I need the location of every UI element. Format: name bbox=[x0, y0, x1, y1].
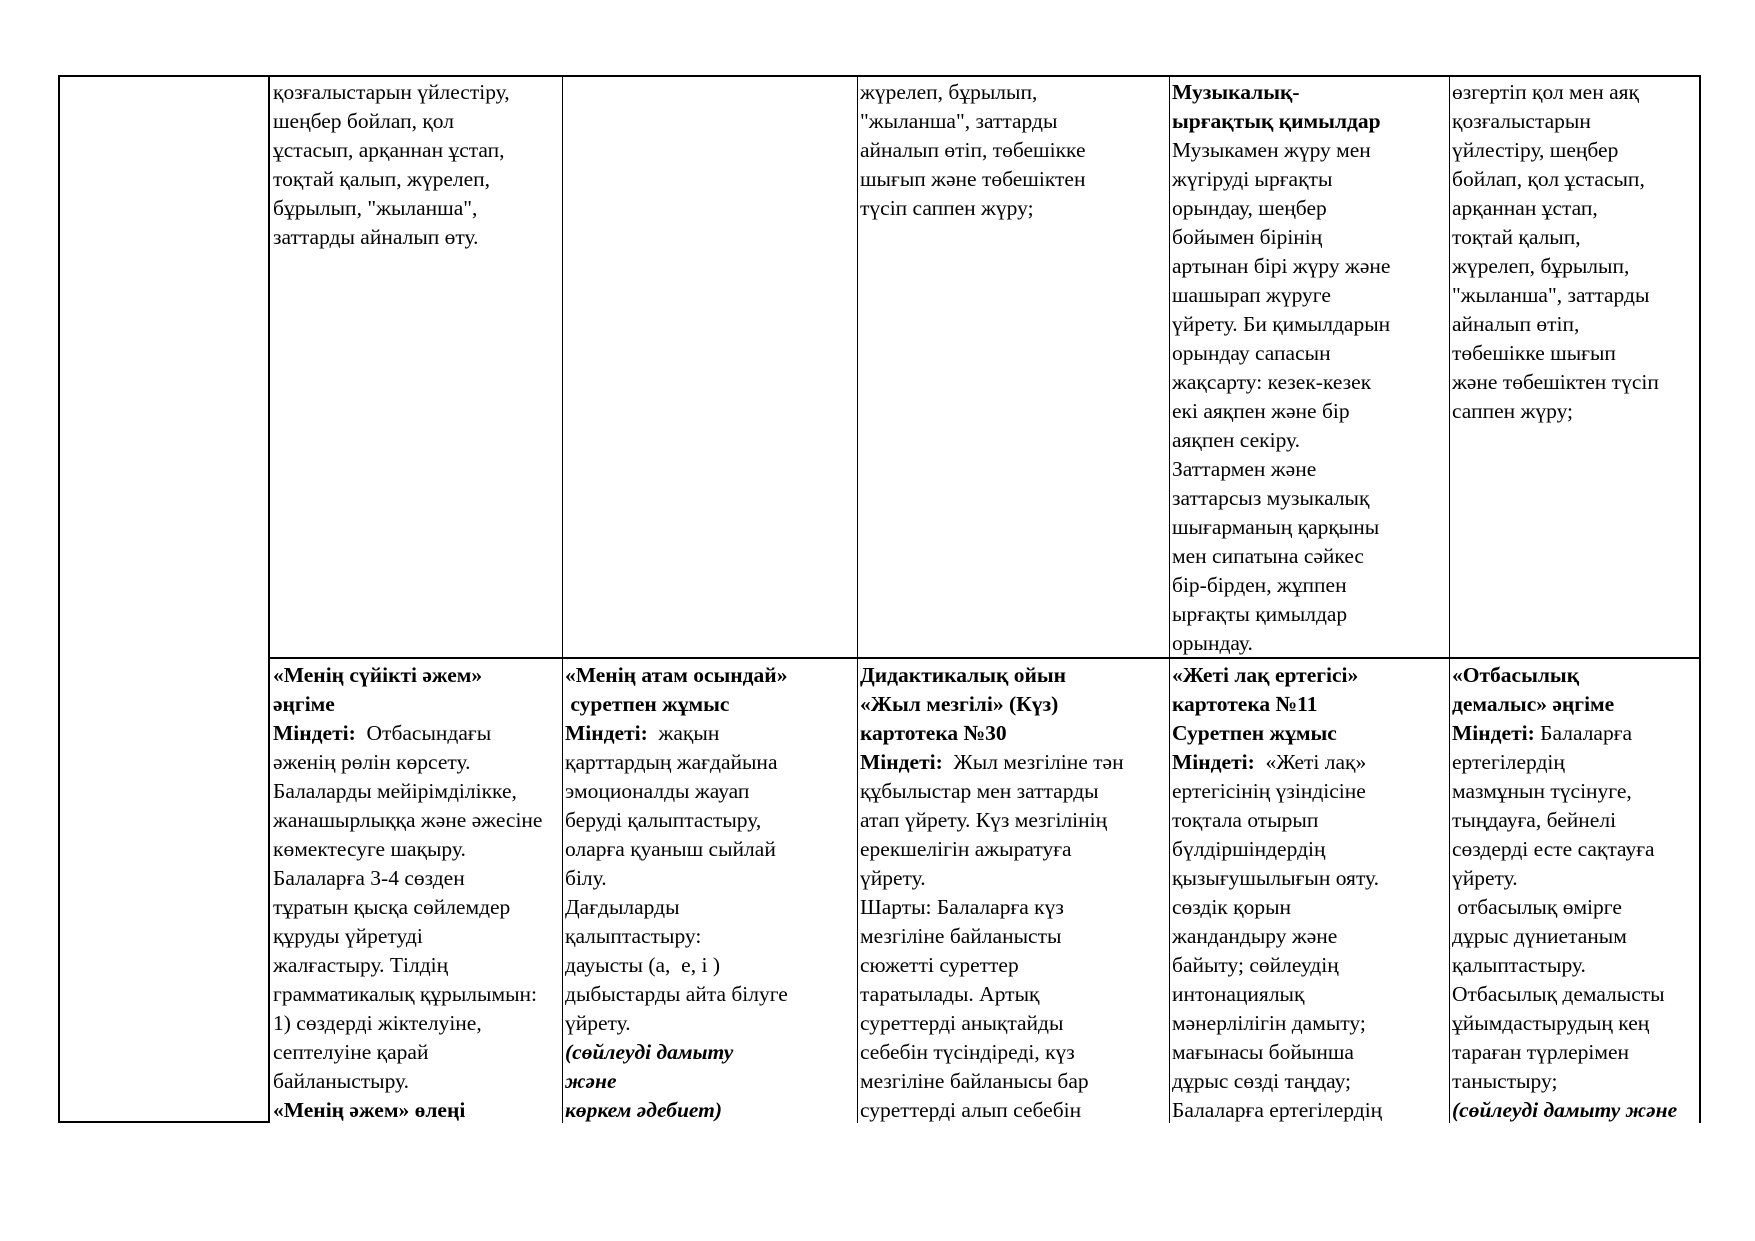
line-text: таныстыру; bbox=[1452, 1069, 1558, 1093]
line-text: заттарсыз музыкалық bbox=[1172, 486, 1370, 510]
line-text: айналып өтіп, bbox=[1452, 312, 1580, 336]
text-line bbox=[1172, 629, 1447, 656]
line-text: қарттардың жағдайына bbox=[565, 750, 778, 774]
text-line bbox=[1172, 835, 1447, 864]
line-text: 1) сөздерді жіктелуіне, bbox=[273, 1011, 482, 1035]
line-text: Балаларды мейірімділікке, bbox=[273, 779, 517, 803]
text-line bbox=[1452, 690, 1697, 719]
text-line bbox=[1452, 78, 1697, 107]
line-text: оларға қуаныш сыйлай bbox=[565, 837, 776, 861]
row1-col2-cell bbox=[273, 78, 560, 656]
text-line bbox=[860, 980, 1167, 1009]
line-text: ұстасып, арқаннан ұстап, bbox=[273, 138, 505, 162]
line-text: білу. bbox=[565, 866, 607, 890]
text-line bbox=[565, 1038, 855, 1067]
line-text: жүрелеп, бұрылып, bbox=[860, 80, 1038, 104]
line-text: мезгіліне байланысты bbox=[860, 924, 1062, 948]
text-line bbox=[1172, 864, 1447, 893]
text-line bbox=[1452, 661, 1697, 690]
text-line bbox=[1172, 310, 1447, 339]
text-line bbox=[1452, 223, 1697, 252]
text-line bbox=[1452, 922, 1697, 951]
text-line bbox=[1452, 893, 1697, 922]
line-text: қозғалыстарын bbox=[1452, 109, 1591, 133]
line-text: тыңдауға, бейнелі bbox=[1452, 808, 1617, 832]
line-text-rest: Балаларға bbox=[1534, 721, 1633, 745]
line-text: заттарды айналып өту. bbox=[273, 225, 479, 249]
text-line bbox=[1172, 397, 1447, 426]
text-line bbox=[1452, 951, 1697, 980]
text-line bbox=[273, 980, 560, 1009]
text-line bbox=[1452, 165, 1697, 194]
text-line bbox=[1452, 748, 1697, 777]
text-line bbox=[565, 719, 855, 748]
text-line bbox=[565, 806, 855, 835]
line-text: Міндеті: bbox=[565, 721, 648, 745]
text-line bbox=[1172, 281, 1447, 310]
line-text: суретпен жұмыс bbox=[565, 692, 730, 716]
line-text: мағынасы бойынша bbox=[1172, 1040, 1354, 1064]
text-line bbox=[1452, 1009, 1697, 1038]
text-line bbox=[1452, 252, 1697, 281]
line-text: ертегілердің bbox=[1452, 750, 1565, 774]
line-text: әңгіме bbox=[273, 692, 335, 716]
text-line bbox=[1172, 661, 1447, 690]
text-line bbox=[860, 951, 1167, 980]
text-line bbox=[1452, 719, 1697, 748]
text-line bbox=[1172, 748, 1447, 777]
line-text: орындау, шеңбер bbox=[1172, 196, 1327, 220]
line-text: Дидактикалық ойын bbox=[860, 663, 1067, 687]
text-line bbox=[273, 1067, 560, 1096]
text-line bbox=[860, 194, 1167, 223]
line-text: тоқтай қалып, bbox=[1452, 225, 1581, 249]
line-text-rest: Жыл мезгіліне тән bbox=[942, 750, 1124, 774]
text-line bbox=[1172, 165, 1447, 194]
line-text: Міндеті: bbox=[860, 750, 943, 774]
text-line bbox=[273, 1096, 560, 1123]
line-text: өзгертіп қол мен аяқ bbox=[1452, 80, 1639, 104]
text-line bbox=[565, 951, 855, 980]
text-line bbox=[860, 806, 1167, 835]
text-line bbox=[860, 1038, 1167, 1067]
line-text: мазмұнын түсінуге, bbox=[1452, 779, 1632, 803]
text-line bbox=[565, 980, 855, 1009]
text-line bbox=[1452, 281, 1697, 310]
line-text: сюжетті суреттер bbox=[860, 953, 1019, 977]
table-right-border bbox=[1699, 75, 1701, 1123]
text-line bbox=[273, 107, 560, 136]
text-line bbox=[1172, 600, 1447, 629]
line-text: әженің рөлін көрсету. bbox=[273, 750, 471, 774]
text-line bbox=[860, 1067, 1167, 1096]
text-line bbox=[565, 1009, 855, 1038]
line-text: Дағдыларды bbox=[565, 895, 680, 919]
line-text: жүрелеп, бұрылып, bbox=[1452, 254, 1630, 278]
text-line bbox=[273, 777, 560, 806]
line-text: шашырап жүруге bbox=[1172, 283, 1331, 307]
line-text: қалыптастыру. bbox=[1452, 953, 1586, 977]
line-text: қызығушылығын ояту. bbox=[1172, 866, 1380, 890]
text-line bbox=[860, 136, 1167, 165]
row2-col6-cell bbox=[1452, 661, 1697, 1123]
line-text: Суретпен жұмыс bbox=[1172, 721, 1337, 745]
text-line bbox=[273, 748, 560, 777]
line-text: мен сипатына сәйкес bbox=[1172, 544, 1364, 568]
line-text: дұрыс сөзді таңдау; bbox=[1172, 1069, 1352, 1093]
text-line bbox=[1172, 223, 1447, 252]
line-text: жандандыру және bbox=[1172, 924, 1338, 948]
line-text: «Отбасылық bbox=[1452, 663, 1580, 687]
line-text: үйлестіру, шеңбер bbox=[1452, 138, 1619, 162]
line-text: «Жеті лақ ертегісі» bbox=[1172, 663, 1359, 687]
text-line bbox=[273, 922, 560, 951]
column-divider-3 bbox=[857, 75, 858, 1123]
line-text: бұрылып, "жыланша", bbox=[273, 196, 478, 220]
line-text: үйрету. bbox=[860, 866, 926, 890]
text-line bbox=[860, 661, 1167, 690]
text-line bbox=[273, 719, 560, 748]
text-line bbox=[565, 893, 855, 922]
line-text: суреттерді анықтайды bbox=[860, 1011, 1064, 1035]
text-line bbox=[860, 835, 1167, 864]
text-line bbox=[860, 107, 1167, 136]
text-line bbox=[1172, 339, 1447, 368]
text-line bbox=[273, 690, 560, 719]
text-line bbox=[1452, 980, 1697, 1009]
text-line bbox=[860, 719, 1167, 748]
line-text: шеңбер бойлап, қол bbox=[273, 109, 455, 133]
text-line bbox=[273, 1009, 560, 1038]
line-text: байланыстыру. bbox=[273, 1069, 410, 1093]
line-text: бір-бірден, жұппен bbox=[1172, 573, 1347, 597]
table-left-border bbox=[58, 75, 60, 1123]
line-text: қозғалыстарын үйлестіру, bbox=[273, 80, 510, 104]
text-line bbox=[1452, 107, 1697, 136]
line-text: «Менің сүйікті әжем» bbox=[273, 663, 483, 687]
row-divider bbox=[269, 657, 1701, 659]
line-text: «Менің әжем» өлеңі bbox=[273, 1098, 466, 1122]
line-text: (сөйлеуді дамыту және bbox=[1452, 1098, 1678, 1122]
text-line bbox=[1172, 368, 1447, 397]
text-line bbox=[1452, 397, 1697, 426]
line-text: мезгіліне байланысы бар bbox=[860, 1069, 1089, 1093]
text-line bbox=[1452, 136, 1697, 165]
text-line bbox=[860, 78, 1167, 107]
line-text: тоқтай қалып, жүрелеп, bbox=[273, 167, 491, 191]
line-text: тұратын қысқа сөйлемдер bbox=[273, 895, 511, 919]
line-text: Шарты: Балаларға күз bbox=[860, 895, 1064, 919]
line-text: құбылыстар мен заттарды bbox=[860, 779, 1099, 803]
text-line bbox=[1172, 1096, 1447, 1123]
text-line bbox=[273, 194, 560, 223]
text-line bbox=[1172, 542, 1447, 571]
text-line bbox=[565, 922, 855, 951]
line-text: интонациялық bbox=[1172, 982, 1305, 1006]
line-text: «Жыл мезгілі» (Күз) bbox=[860, 692, 1059, 716]
text-line bbox=[860, 922, 1167, 951]
line-text: грамматикалық құрылымын: bbox=[273, 982, 538, 1006]
text-line bbox=[273, 835, 560, 864]
text-line bbox=[565, 864, 855, 893]
row2-col5-cell bbox=[1172, 661, 1447, 1123]
text-line bbox=[1172, 455, 1447, 484]
text-line bbox=[1452, 194, 1697, 223]
text-line bbox=[1452, 864, 1697, 893]
text-line bbox=[565, 777, 855, 806]
line-text: және төбешіктен түсіп bbox=[1452, 370, 1659, 394]
text-line bbox=[565, 1096, 855, 1123]
row2-col2-cell bbox=[273, 661, 560, 1123]
line-text: орындау. bbox=[1172, 631, 1253, 655]
line-text: айналып өтіп, төбешікке bbox=[860, 138, 1086, 162]
line-text: аяқпен секіру. bbox=[1172, 428, 1301, 452]
line-text: септелуіне қарай bbox=[273, 1040, 429, 1064]
text-line bbox=[565, 661, 855, 690]
line-text: жалғастыру. Тілдің bbox=[273, 953, 449, 977]
line-text: бойымен бірінің bbox=[1172, 225, 1323, 249]
line-text: көркем әдебиет) bbox=[565, 1098, 723, 1122]
line-text: төбешікке шығып bbox=[1452, 341, 1616, 365]
text-line bbox=[1172, 893, 1447, 922]
text-line bbox=[1452, 1067, 1697, 1096]
text-line bbox=[273, 661, 560, 690]
table-top-border bbox=[58, 75, 1701, 77]
text-line bbox=[860, 1096, 1167, 1123]
text-line bbox=[1172, 719, 1447, 748]
line-text: ерекшелігін ажыратуға bbox=[860, 837, 1072, 861]
text-line bbox=[1452, 339, 1697, 368]
text-line bbox=[1452, 1096, 1697, 1123]
line-text: және bbox=[565, 1069, 617, 1093]
line-text: артынан бірі жүру және bbox=[1172, 254, 1391, 278]
line-text: себебін түсіндіреді, күз bbox=[860, 1040, 1075, 1064]
line-text-rest: Отбасындағы bbox=[355, 721, 492, 745]
text-line bbox=[860, 777, 1167, 806]
line-text: жақсарту: кезек-кезек bbox=[1172, 370, 1372, 394]
text-line bbox=[273, 893, 560, 922]
line-text: отбасылық өмірге bbox=[1452, 895, 1622, 919]
line-text: картотека №30 bbox=[860, 721, 1007, 745]
text-line bbox=[273, 1038, 560, 1067]
line-text: Міндеті: bbox=[1172, 750, 1255, 774]
text-line bbox=[860, 893, 1167, 922]
text-line bbox=[1172, 513, 1447, 542]
text-line bbox=[273, 136, 560, 165]
text-line bbox=[1172, 951, 1447, 980]
line-text: Отбасылық демалысты bbox=[1452, 982, 1665, 1006]
text-line bbox=[1452, 1038, 1697, 1067]
text-line bbox=[1172, 78, 1447, 107]
line-text: ырғақты қимылдар bbox=[1172, 602, 1348, 626]
text-line bbox=[1452, 368, 1697, 397]
column-divider-1 bbox=[268, 75, 270, 1123]
text-line bbox=[1172, 571, 1447, 600]
text-line bbox=[273, 951, 560, 980]
column-divider-2 bbox=[562, 75, 563, 1123]
line-text: арқаннан ұстап, bbox=[1452, 196, 1598, 220]
line-text: "жыланша", заттарды bbox=[860, 109, 1058, 133]
line-text: шығып және төбешіктен bbox=[860, 167, 1086, 191]
line-text: эмоционалды жауап bbox=[565, 779, 750, 803]
row2-col4-cell bbox=[860, 661, 1167, 1123]
line-text: суреттерді алып себебін bbox=[860, 1098, 1082, 1122]
line-text: үйрету. bbox=[1452, 866, 1518, 890]
line-text: таратылады. Артық bbox=[860, 982, 1040, 1006]
line-text: беруді қалыптастыру, bbox=[565, 808, 762, 832]
line-text: сөздерді есте сақтауға bbox=[1452, 837, 1655, 861]
line-text: Балаларға 3-4 сөзден bbox=[273, 866, 465, 890]
line-text-rest: «Жеті лақ» bbox=[1254, 750, 1367, 774]
line-text: екі аяқпен және бір bbox=[1172, 399, 1350, 423]
line-text: шығарманың қарқыны bbox=[1172, 515, 1380, 539]
line-text: жүгіруді ырғақты bbox=[1172, 167, 1333, 191]
text-line bbox=[860, 690, 1167, 719]
text-line bbox=[1172, 252, 1447, 281]
line-text: Міндеті: bbox=[1452, 721, 1535, 745]
text-line bbox=[565, 1067, 855, 1096]
text-line bbox=[1452, 806, 1697, 835]
line-text: "жыланша", заттарды bbox=[1452, 283, 1650, 307]
line-text: Музыкалық- bbox=[1172, 80, 1300, 104]
line-text: тоқтала отырып bbox=[1172, 808, 1319, 832]
line-text: Музыкамен жүру мен bbox=[1172, 138, 1371, 162]
line-text: дауысты (а, е, і ) bbox=[565, 953, 720, 977]
line-text: сөздік қорын bbox=[1172, 895, 1292, 919]
text-line bbox=[1172, 136, 1447, 165]
line-text: Балаларға ертегілердің bbox=[1172, 1098, 1383, 1122]
line-text: картотека №11 bbox=[1172, 692, 1318, 716]
text-line bbox=[1172, 690, 1447, 719]
line-text-rest: жақын bbox=[647, 721, 720, 745]
line-text: Заттармен және bbox=[1172, 457, 1317, 481]
column-divider-4 bbox=[1169, 75, 1170, 1123]
line-text: үйрету. bbox=[565, 1011, 631, 1035]
text-line bbox=[1172, 194, 1447, 223]
line-text: атап үйрету. Күз мезгілінің bbox=[860, 808, 1108, 832]
line-text: ұйымдастырудың кең bbox=[1452, 1011, 1650, 1035]
line-text: тараған түрлерімен bbox=[1452, 1040, 1629, 1064]
line-text: демалыс» әңгіме bbox=[1452, 692, 1615, 716]
text-line bbox=[1172, 1009, 1447, 1038]
line-text: саппен жүру; bbox=[1452, 399, 1574, 423]
text-line bbox=[860, 864, 1167, 893]
line-text: бүлдіршіндердің bbox=[1172, 837, 1326, 861]
text-line bbox=[1172, 1067, 1447, 1096]
line-text: құруды үйретуді bbox=[273, 924, 423, 948]
text-line bbox=[860, 165, 1167, 194]
text-line bbox=[565, 748, 855, 777]
column-divider-5 bbox=[1449, 75, 1450, 1123]
line-text: ырғақтық қимылдар bbox=[1172, 109, 1381, 133]
row1-col3-cell bbox=[565, 78, 855, 656]
line-text: мәнерлілігін дамыту; bbox=[1172, 1011, 1366, 1035]
text-line bbox=[273, 806, 560, 835]
text-line bbox=[1452, 835, 1697, 864]
text-line bbox=[565, 835, 855, 864]
text-line bbox=[1452, 777, 1697, 806]
text-line bbox=[1172, 922, 1447, 951]
line-text: түсіп саппен жүру; bbox=[860, 196, 1034, 220]
line-text: дыбыстарды айта білуге bbox=[565, 982, 788, 1006]
row2-col3-cell bbox=[565, 661, 855, 1123]
line-text: бойлап, қол ұстасып, bbox=[1452, 167, 1645, 191]
row1-col5-cell bbox=[1172, 78, 1447, 656]
first-column-bottom-border bbox=[58, 1121, 269, 1123]
line-text: Міндеті: bbox=[273, 721, 356, 745]
text-line bbox=[273, 78, 560, 107]
line-text: байыту; сөйлеудің bbox=[1172, 953, 1339, 977]
text-line bbox=[1172, 107, 1447, 136]
line-text: «Менің атам осындай» bbox=[565, 663, 788, 687]
text-line bbox=[1172, 980, 1447, 1009]
text-line bbox=[1172, 426, 1447, 455]
text-line bbox=[1172, 777, 1447, 806]
line-text: жанашырлыққа және әжесіне bbox=[273, 808, 543, 832]
line-text: көмектесуге шақыру. bbox=[273, 837, 466, 861]
line-text: қалыптастыру: bbox=[565, 924, 702, 948]
row1-col4-cell bbox=[860, 78, 1167, 656]
row1-col6-cell bbox=[1452, 78, 1697, 656]
line-text: орындау сапасын bbox=[1172, 341, 1331, 365]
text-line bbox=[273, 165, 560, 194]
text-line bbox=[1172, 1038, 1447, 1067]
text-line bbox=[860, 748, 1167, 777]
line-text: үйрету. Би қимылдарын bbox=[1172, 312, 1391, 336]
text-line bbox=[1172, 806, 1447, 835]
line-text: дұрыс дүниетаным bbox=[1452, 924, 1627, 948]
text-line bbox=[273, 223, 560, 252]
line-text: (сөйлеуді дамыту bbox=[565, 1040, 734, 1064]
text-line bbox=[860, 1009, 1167, 1038]
text-line bbox=[1452, 310, 1697, 339]
text-line bbox=[565, 690, 855, 719]
text-line bbox=[273, 864, 560, 893]
line-text: ертегісінің үзіндісіне bbox=[1172, 779, 1366, 803]
text-line bbox=[1172, 484, 1447, 513]
